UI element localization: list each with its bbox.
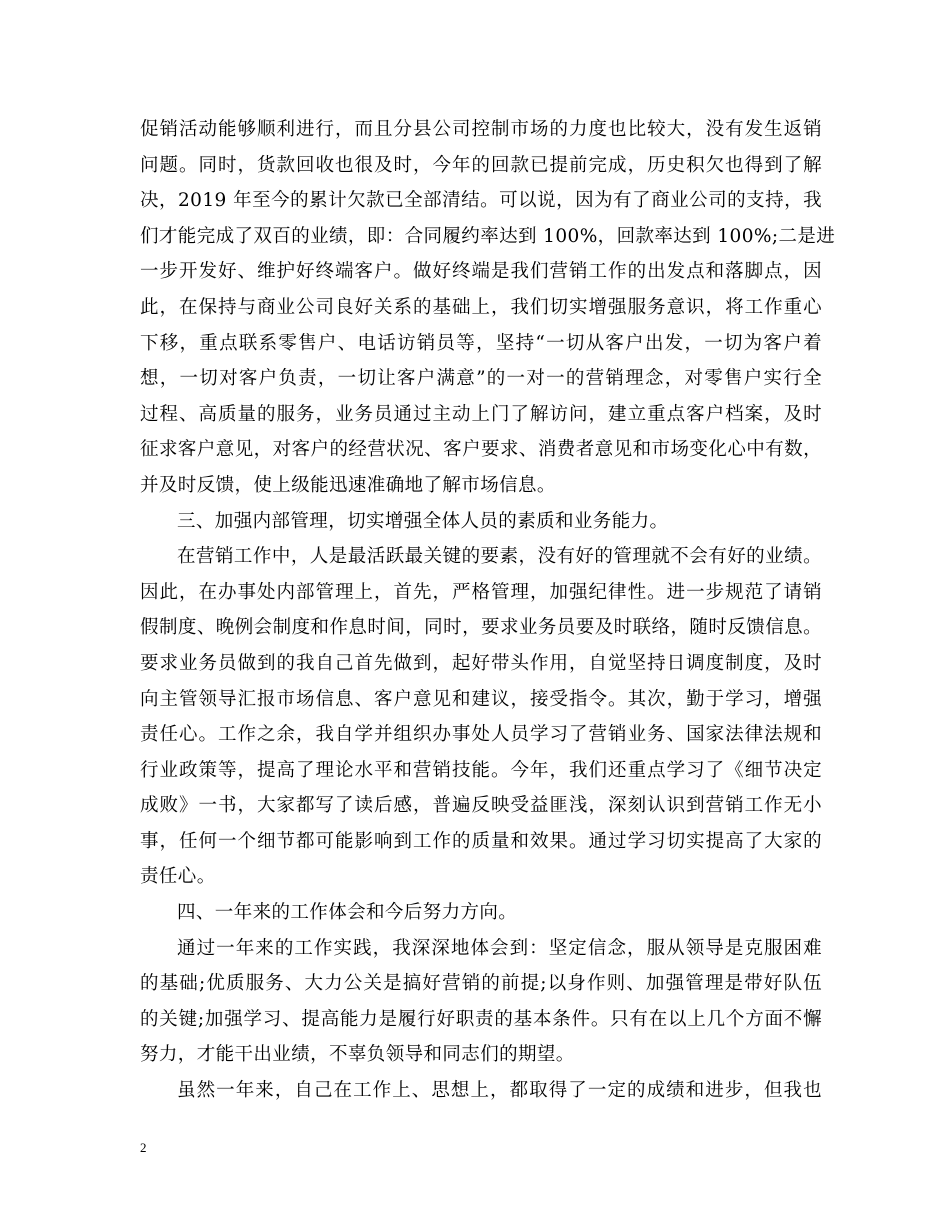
text-line: 假制度、晚例会制度和作息时间，同时，要求业务员要及时联络，随时反馈信息。 [140,617,822,639]
text-line: 并及时反馈，使上级能迅速准确地了解市场信息。 [140,474,556,496]
text-line: 责任心。 [140,866,216,888]
page-number: 2 [140,1140,147,1155]
text-line: 的关键;加强学习、提高能力是履行好职责的基本条件。只有在以上几个方面不懈 [140,1008,822,1030]
text-line: 通过一年来的工作实践，我深深地体会到：坚定信念，服从领导是克服困难 [177,937,822,959]
text-line: 虽然一年来，自己在工作上、思想上，都取得了一定的成绩和进步，但我也 [177,1080,822,1102]
text-line: 成败》一书，大家都写了读后感，普遍反映受益匪浅，深刻认识到营销工作无小 [140,795,822,817]
text-line: 下移，重点联系零售户、电话访销员等，坚持“一切从客户出发，一切为客户着 [140,332,822,354]
text-line: 的基础;优质服务、大力公关是搞好营销的前提;以身作则、加强管理是带好队伍 [140,973,822,995]
text-line: 一步开发好、维护好终端客户。做好终端是我们营销工作的出发点和落脚点，因 [140,261,822,283]
text-line: 们才能完成了双百的业绩，即：合同履约率达到 100%，回款率达到 100%;二是进 [140,225,836,247]
text-line: 此，在保持与商业公司良好关系的基础上，我们切实增强服务意识，将工作重心 [140,296,822,318]
body-text [140,112,836,1109]
text-line: 行业政策等，提高了理论水平和营销技能。今年，我们还重点学习了《细节决定 [140,759,822,781]
text-line: 责任心。工作之余，我自学并组织办事处人员学习了营销业务、国家法律法规和 [140,724,822,746]
text-line: 事，任何一个细节都可能影响到工作的质量和效果。通过学习切实提高了大家的 [140,830,822,852]
text-line: 问题。同时，货款回收也很及时，今年的回款已提前完成，历史积欠也得到了解 [140,154,822,176]
section-heading: 四、一年来的工作体会和今后努力方向。 [177,902,518,924]
section-heading: 三、加强内部管理，切实增强全体人员的素质和业务能力。 [177,510,669,532]
text-line: 过程、高质量的服务，业务员通过主动上门了解访问，建立重点客户档案，及时 [140,403,822,425]
text-line: 促销活动能够顺利进行，而且分县公司控制市场的力度也比较大，没有发生返销 [140,119,822,140]
text-line: 想，一切对客户负责，一切让客户满意”的一对一的营销理念，对零售户实行全 [140,368,822,390]
text-line: 要求业务员做到的我自己首先做到，起好带头作用，自觉坚持日调度制度，及时 [140,652,822,674]
text-line: 努力，才能干出业绩，不辜负领导和同志们的期望。 [140,1044,575,1066]
text-line: 在营销工作中，人是最活跃最关键的要素，没有好的管理就不会有好的业绩。 [177,546,822,568]
text-line: 决，2019 年至今的累计欠款已全部清结。可以说，因为有了商业公司的支持，我 [140,190,822,212]
text-line: 征求客户意见，对客户的经营状况、客户要求、消费者意见和市场变化心中有数， [140,439,822,461]
text-line: 因此，在办事处内部管理上，首先，严格管理，加强纪律性。进一步规范了请销 [140,581,822,603]
text-line: 向主管领导汇报市场信息、客户意见和建议，接受指令。其次，勤于学习，增强 [140,688,822,710]
